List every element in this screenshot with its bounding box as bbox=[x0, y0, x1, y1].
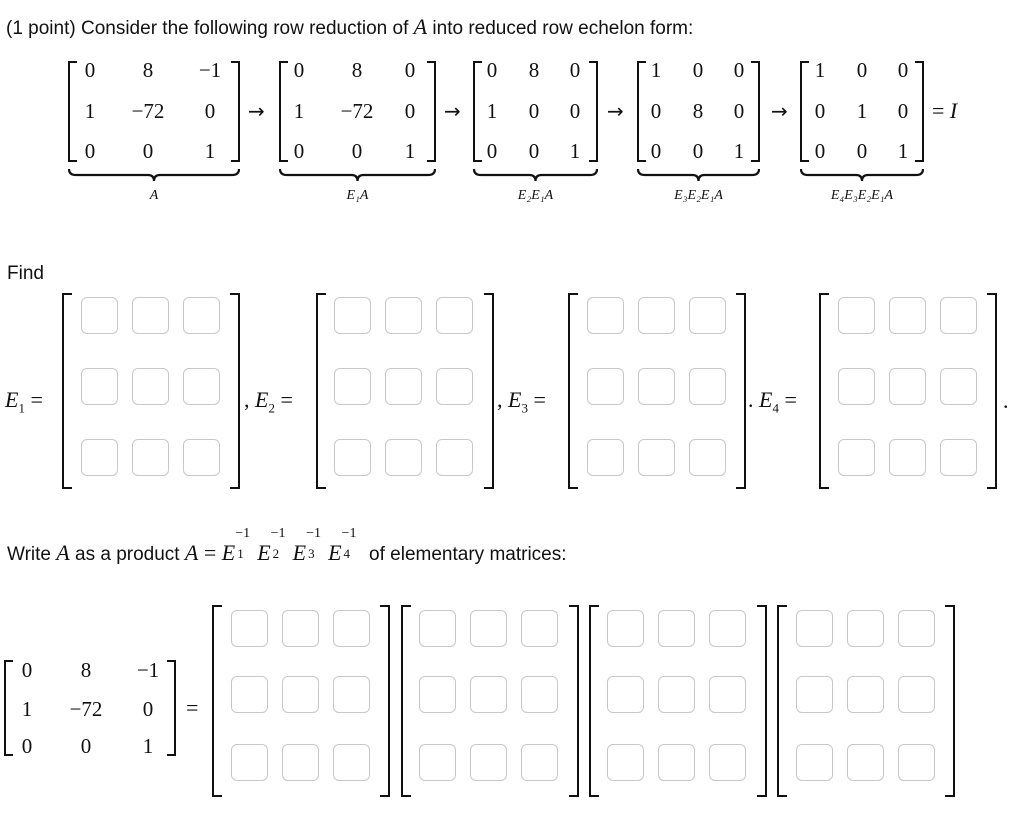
inverse-factor: E bbox=[328, 540, 342, 565]
matrix-entry: 0 bbox=[351, 139, 363, 163]
left-bracket bbox=[568, 293, 578, 489]
e-symbol: E bbox=[508, 387, 522, 412]
matrix-entry: 1 bbox=[897, 139, 909, 163]
answer-input[interactable] bbox=[587, 297, 624, 334]
write-text: Write bbox=[7, 544, 51, 565]
answer-input[interactable] bbox=[658, 744, 695, 781]
answer-input[interactable] bbox=[334, 439, 371, 476]
find-label: Find bbox=[7, 263, 44, 284]
matrix-entry: 0 bbox=[692, 58, 704, 82]
matrix-entry: 0 bbox=[650, 139, 662, 163]
e1-label bbox=[5, 387, 43, 416]
e-equals: = bbox=[274, 387, 293, 412]
right-bracket bbox=[167, 660, 176, 756]
matrix-entry: 0 bbox=[897, 99, 909, 123]
answer-input[interactable] bbox=[183, 439, 220, 476]
brace-label: E₁A bbox=[346, 188, 369, 203]
answer-input[interactable] bbox=[689, 297, 726, 334]
answer-input[interactable] bbox=[940, 297, 977, 334]
matrix-entry: 0 bbox=[142, 139, 154, 163]
answer-input[interactable] bbox=[838, 368, 875, 405]
answer-input[interactable] bbox=[132, 297, 169, 334]
matrix-entry: 8 bbox=[80, 658, 92, 682]
answer-input[interactable] bbox=[282, 744, 319, 781]
factor-scripts bbox=[235, 526, 257, 561]
answer-input[interactable] bbox=[132, 439, 169, 476]
left-bracket bbox=[212, 605, 222, 797]
answer-input[interactable] bbox=[838, 297, 875, 334]
e-symbol: E bbox=[255, 387, 269, 412]
factor-scripts bbox=[306, 526, 328, 561]
product-mid-text: as a product bbox=[75, 544, 180, 565]
answer-input[interactable] bbox=[638, 297, 675, 334]
matrix-entry: 0 bbox=[856, 58, 868, 82]
left-bracket bbox=[401, 605, 411, 797]
answer-input[interactable] bbox=[183, 297, 220, 334]
e4-label: . $E_4$ = bbox=[748, 387, 797, 416]
matrix-entry: 0 bbox=[486, 139, 498, 163]
end-punctuation: . bbox=[1003, 388, 1009, 413]
matrix-entry: 1 bbox=[404, 139, 416, 163]
matrix-entry: 0 bbox=[21, 658, 33, 682]
matrix-entry: −1 bbox=[136, 658, 160, 682]
answer-input[interactable] bbox=[898, 744, 935, 781]
answer-input[interactable] bbox=[334, 297, 371, 334]
answer-input[interactable] bbox=[231, 744, 268, 781]
equals-identity bbox=[932, 98, 957, 124]
e-symbol: E bbox=[759, 387, 773, 412]
underbrace bbox=[279, 168, 436, 182]
matrix-entry: 0 bbox=[404, 99, 416, 123]
product-post-text: of elementary matrices: bbox=[369, 544, 567, 565]
answer-input[interactable] bbox=[470, 676, 507, 713]
answer-input[interactable] bbox=[838, 439, 875, 476]
answer-input[interactable] bbox=[436, 368, 473, 405]
matrix-entry: 8 bbox=[692, 99, 704, 123]
matrix-entry: 0 bbox=[897, 58, 909, 82]
product-var-a: A bbox=[56, 540, 70, 565]
factor-scripts bbox=[341, 526, 364, 561]
matrix-entry: 0 bbox=[80, 734, 92, 758]
matrix-entry: 0 bbox=[404, 58, 416, 82]
arrow-icon: → bbox=[771, 99, 788, 123]
right-bracket bbox=[987, 293, 997, 489]
left-bracket bbox=[62, 293, 72, 489]
e-equals: = bbox=[527, 387, 546, 412]
answer-input[interactable] bbox=[796, 610, 833, 647]
answer-input[interactable] bbox=[436, 439, 473, 476]
inverse-factors bbox=[221, 526, 364, 565]
e-equals: = bbox=[778, 387, 797, 412]
matrix-entry: 0 bbox=[84, 58, 96, 82]
matrix-entry: 1 bbox=[293, 99, 305, 123]
answer-input[interactable] bbox=[470, 744, 507, 781]
underbrace bbox=[800, 168, 924, 182]
arrow-icon: → bbox=[248, 99, 265, 123]
problem-statement bbox=[6, 14, 693, 40]
factor-sup: −1 bbox=[270, 526, 286, 541]
matrix-entry: 1 bbox=[486, 99, 498, 123]
answer-input[interactable] bbox=[419, 676, 456, 713]
matrix-entry: 0 bbox=[528, 139, 540, 163]
answer-input[interactable] bbox=[231, 676, 268, 713]
matrix-entry: 8 bbox=[351, 58, 363, 82]
e-equals: = bbox=[24, 387, 43, 412]
product-equals: = bbox=[186, 695, 199, 720]
matrix-entry: −72 bbox=[340, 99, 374, 123]
answer-input[interactable] bbox=[847, 610, 884, 647]
factor-sub: 4 bbox=[343, 546, 351, 561]
matrix-entry: 0 bbox=[856, 139, 868, 163]
answer-input[interactable] bbox=[385, 439, 422, 476]
brace-label: E₄E₃E₂E₁A bbox=[830, 188, 894, 203]
product-eq: = bbox=[203, 540, 217, 565]
e3-label: , $E_3$ = bbox=[497, 387, 546, 416]
answer-input[interactable] bbox=[419, 610, 456, 647]
answer-input[interactable] bbox=[436, 297, 473, 334]
answer-input[interactable] bbox=[709, 744, 746, 781]
factor-sub: 1 bbox=[237, 546, 244, 561]
brace-label: E₂E₁A bbox=[517, 188, 554, 203]
product-instruction bbox=[7, 526, 567, 566]
matrix-entry: 0 bbox=[814, 139, 826, 163]
e-subscript: 4 bbox=[772, 400, 779, 416]
matrix-entry: 1 bbox=[733, 139, 745, 163]
matrix-entry: 0 bbox=[486, 58, 498, 82]
e2-label: , $E_2$ = bbox=[244, 387, 293, 416]
matrix-entry: 0 bbox=[733, 58, 745, 82]
matrix-entry: 0 bbox=[569, 99, 581, 123]
answer-input[interactable] bbox=[689, 368, 726, 405]
arrow-icon: → bbox=[444, 99, 461, 123]
answer-input[interactable] bbox=[333, 676, 370, 713]
right-bracket bbox=[231, 61, 240, 162]
answer-input[interactable] bbox=[658, 610, 695, 647]
answer-input[interactable] bbox=[282, 676, 319, 713]
matrix-entry: −72 bbox=[69, 697, 103, 721]
right-bracket bbox=[569, 605, 579, 797]
factor-sub: 3 bbox=[308, 546, 315, 561]
answer-input[interactable] bbox=[607, 676, 644, 713]
answer-input[interactable] bbox=[889, 439, 926, 476]
matrix-entry: 1 bbox=[814, 58, 826, 82]
matrix-entry: 1 bbox=[856, 99, 868, 123]
e-subscript: 3 bbox=[521, 400, 528, 416]
matrix-entry: 0 bbox=[142, 697, 154, 721]
answer-input[interactable] bbox=[709, 676, 746, 713]
answer-input[interactable] bbox=[81, 439, 118, 476]
answer-input[interactable] bbox=[81, 297, 118, 334]
right-bracket bbox=[757, 605, 767, 797]
answer-input[interactable] bbox=[132, 368, 169, 405]
answer-input[interactable] bbox=[898, 610, 935, 647]
answer-input[interactable] bbox=[889, 297, 926, 334]
answer-input[interactable] bbox=[889, 368, 926, 405]
left-bracket bbox=[316, 293, 326, 489]
answer-input[interactable] bbox=[898, 676, 935, 713]
answer-input[interactable] bbox=[658, 676, 695, 713]
matrix-entry: 0 bbox=[204, 99, 216, 123]
answer-input[interactable] bbox=[334, 368, 371, 405]
answer-input[interactable] bbox=[940, 368, 977, 405]
matrix-entry: 0 bbox=[692, 139, 704, 163]
matrix-a-symbol: A bbox=[413, 14, 428, 39]
answer-input[interactable] bbox=[333, 610, 370, 647]
matrix-entry: 1 bbox=[84, 99, 96, 123]
matrix-entry: 1 bbox=[21, 697, 33, 721]
answer-input[interactable] bbox=[607, 610, 644, 647]
answer-input[interactable] bbox=[470, 610, 507, 647]
answer-input[interactable] bbox=[709, 610, 746, 647]
answer-input[interactable] bbox=[521, 744, 558, 781]
matrix-entry: 1 bbox=[142, 734, 154, 758]
right-bracket bbox=[380, 605, 390, 797]
factor-sup: −1 bbox=[341, 526, 357, 541]
inverse-factor: E bbox=[257, 540, 271, 565]
answer-input[interactable] bbox=[796, 744, 833, 781]
inverse-factor: E bbox=[221, 540, 236, 565]
answer-input[interactable] bbox=[638, 368, 675, 405]
brace-label: A bbox=[149, 188, 159, 203]
matrix-entry: 0 bbox=[569, 58, 581, 82]
matrix-entry: 0 bbox=[21, 734, 33, 758]
answer-input[interactable] bbox=[333, 744, 370, 781]
right-bracket bbox=[736, 293, 746, 489]
e-symbol: E bbox=[5, 387, 19, 412]
left-bracket bbox=[589, 605, 599, 797]
factor-scripts bbox=[270, 526, 293, 561]
answer-input[interactable] bbox=[282, 610, 319, 647]
answer-input[interactable] bbox=[689, 439, 726, 476]
answer-input[interactable] bbox=[385, 297, 422, 334]
matrix-entry: 0 bbox=[528, 99, 540, 123]
matrix-entry: −72 bbox=[131, 99, 165, 123]
underbrace bbox=[637, 168, 760, 182]
answer-input[interactable] bbox=[638, 439, 675, 476]
left-bracket bbox=[777, 605, 787, 797]
factor-sub: 2 bbox=[272, 546, 280, 561]
answer-input[interactable] bbox=[587, 368, 624, 405]
factor-sup: −1 bbox=[235, 526, 251, 541]
right-bracket bbox=[484, 293, 494, 489]
answer-input[interactable] bbox=[183, 368, 220, 405]
answer-input[interactable] bbox=[940, 439, 977, 476]
answer-input[interactable] bbox=[587, 439, 624, 476]
matrix-entry: 0 bbox=[814, 99, 826, 123]
matrix-entry: −1 bbox=[198, 58, 222, 82]
inverse-factor: E bbox=[292, 540, 307, 565]
underbrace bbox=[68, 168, 240, 182]
matrix-entry: 8 bbox=[528, 58, 540, 82]
answer-input[interactable] bbox=[847, 676, 884, 713]
matrix-entry: 0 bbox=[84, 139, 96, 163]
identity-symbol: I bbox=[949, 98, 958, 123]
matrix-entry: 0 bbox=[650, 99, 662, 123]
right-bracket bbox=[230, 293, 240, 489]
answer-input[interactable] bbox=[607, 744, 644, 781]
matrix-entry: 1 bbox=[650, 58, 662, 82]
answer-input[interactable] bbox=[521, 676, 558, 713]
arrow-icon: → bbox=[607, 99, 624, 123]
underbrace bbox=[473, 168, 598, 182]
product-lhs: A bbox=[184, 540, 199, 565]
factor-sup: −1 bbox=[306, 526, 321, 541]
matrix-entry: 8 bbox=[142, 58, 154, 82]
e-subscript: 2 bbox=[268, 400, 275, 416]
answer-input[interactable] bbox=[385, 368, 422, 405]
matrix-entry: 0 bbox=[293, 58, 305, 82]
answer-input[interactable] bbox=[81, 368, 118, 405]
matrix-entry: 0 bbox=[733, 99, 745, 123]
equals-sign: = bbox=[932, 98, 950, 123]
answer-input[interactable] bbox=[419, 744, 456, 781]
answer-input[interactable] bbox=[231, 610, 268, 647]
answer-input[interactable] bbox=[847, 744, 884, 781]
answer-input[interactable] bbox=[796, 676, 833, 713]
left-bracket bbox=[819, 293, 829, 489]
problem-text-pre: (1 point) Consider the following row reduction of bbox=[6, 18, 409, 39]
answer-input[interactable] bbox=[521, 610, 558, 647]
matrix-entry: 0 bbox=[293, 139, 305, 163]
right-bracket bbox=[945, 605, 955, 797]
e-subscript: 1 bbox=[18, 400, 25, 416]
problem-text-post: into reduced row echelon form: bbox=[432, 18, 694, 39]
matrix-entry: 1 bbox=[204, 139, 216, 163]
matrix-entry: 1 bbox=[569, 139, 581, 163]
brace-label: E₃E₂E₁A bbox=[674, 188, 723, 203]
